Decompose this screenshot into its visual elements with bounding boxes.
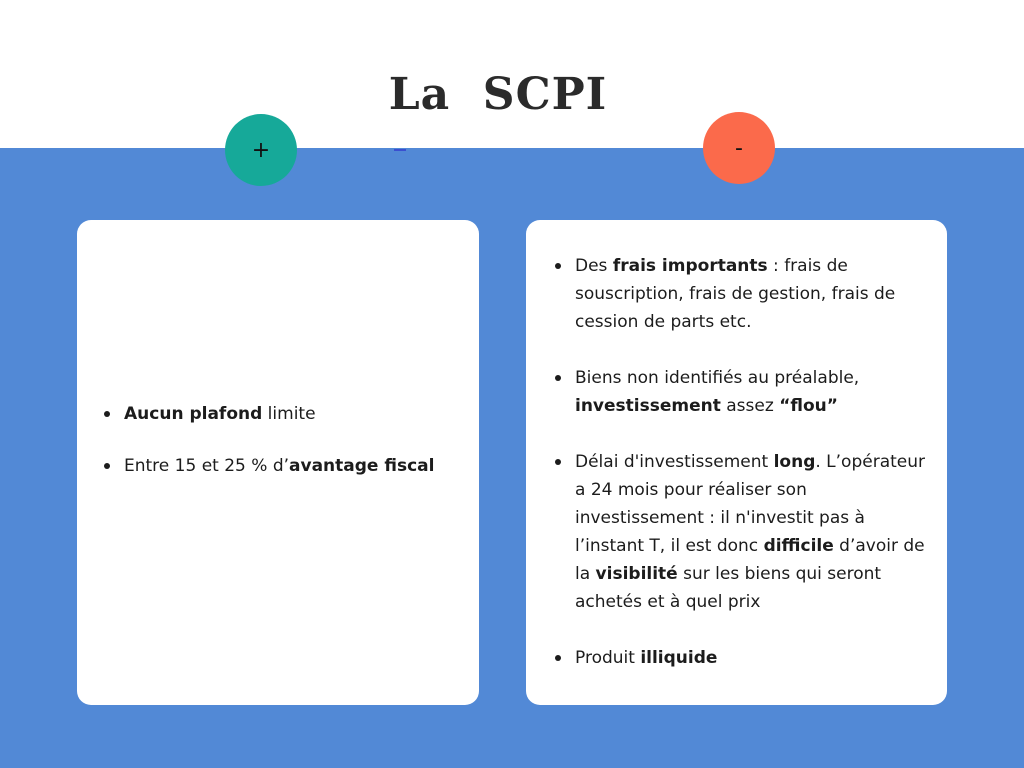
plus-icon: + (251, 137, 271, 163)
cons-item (575, 252, 935, 336)
cons-item-text: sur les biens qui seront achetés et à quel prix (575, 564, 882, 612)
cons-item (575, 644, 935, 672)
pros-list (77, 400, 434, 504)
pros-item-bold: Aucun plafond (124, 404, 263, 424)
cons-list (575, 252, 935, 700)
cons-item-bold: long (773, 452, 816, 472)
cons-item (575, 448, 935, 616)
cons-item-text: Des (575, 256, 613, 276)
plus-badge (225, 114, 297, 186)
cons-item-text: : frais de souscription, frais de gestion, frais de cession de parts etc. (575, 256, 896, 332)
cons-item-text: Biens non identifiés au préalable, (575, 368, 860, 388)
cons-item-text: assez (720, 396, 780, 416)
minus-icon: - (735, 135, 743, 161)
pros-item-text: Entre 15 et 25 % d’ (124, 456, 290, 476)
cons-item-bold: frais importants (612, 256, 768, 276)
cons-item-text: d’avoir de la (575, 536, 925, 584)
cons-item-text: . L’opérateur a 24 mois pour réaliser son investissement : il n'investit pas à l’instant T, il est donc (575, 452, 926, 556)
cons-card (526, 220, 947, 705)
cons-item-bold: investissement (575, 396, 721, 416)
pros-item-text: limite (262, 404, 316, 424)
pros-card (77, 220, 479, 705)
cons-item (575, 364, 935, 420)
minus-badge (703, 112, 775, 184)
cons-item-text: Produit (575, 648, 641, 668)
cons-item-bold: visibilité (595, 564, 678, 584)
cons-item-bold: “flou” (779, 396, 838, 416)
pros-item (124, 452, 434, 480)
cons-item-bold: illiquide (640, 648, 718, 668)
cons-item-text: Délai d'investissement (575, 452, 774, 472)
pros-item-bold: avantage fiscal (289, 456, 435, 476)
dash-mark (394, 149, 406, 151)
pros-item (124, 400, 434, 428)
cons-item-bold: difficile (763, 536, 834, 556)
page-title: La SCPI (388, 69, 608, 121)
